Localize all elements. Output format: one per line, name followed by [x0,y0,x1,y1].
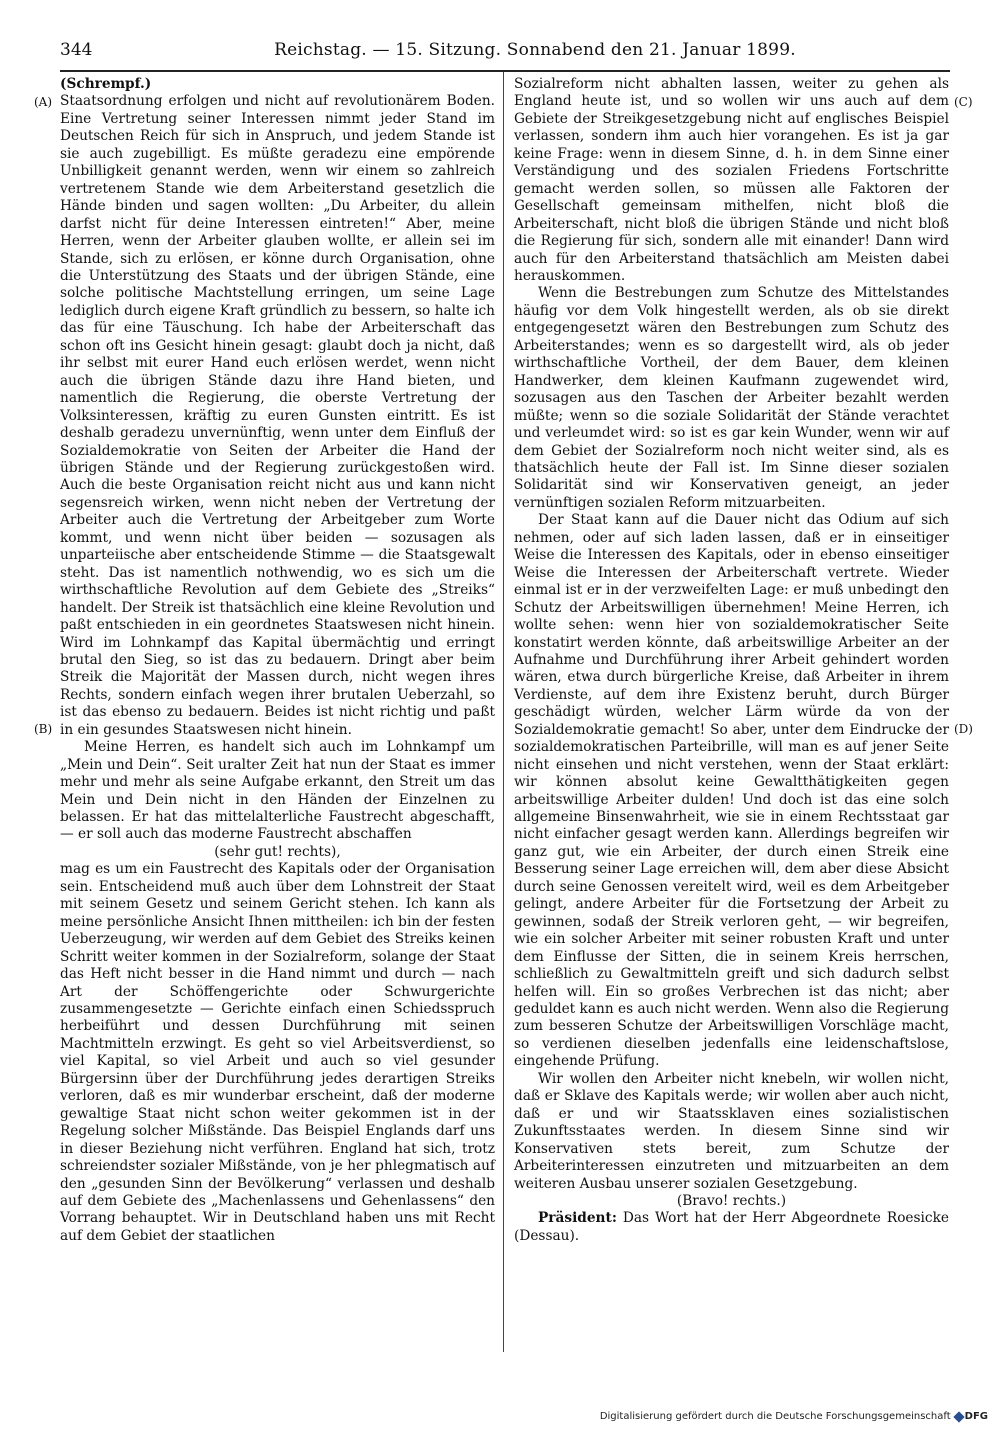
digitization-credit [600,1411,988,1422]
paragraph: mag es um ein Faustrecht des Kapitals oder der Organisation sein. Entscheidend muß auch über dem Lohnstreit der Staat mit seinem Gesetz und seinem Gericht stehen. Ich kann als meine persönliche Ansicht Ihnen mittheilen: ich bin der festen Ueberzeugung, wir werden auf dem Gebiet des Streiks keinen Schritt weiter kommen in der Sozialreform, solange der Staat das Heft nicht besser in die Hand nimmt und durch — nach Art der Schöffengerichte oder Schwurgerichte zusammengesetzte — Gerichte einfach einen Schiedsspruch herbeiführt und dessen Durchführung mit seinen Machtmitteln erzwingt. Es geht so viel Arbeitsverdienst, so viel Kapital, so viel Arbeit und auch so viel gesunder Bürgersinn über der Durchführung jedes derartigen Streiks verloren, daß es mir wunderbar erscheint, daß der moderne gewaltige Staat nicht schon weiter gekommen ist in der Regelung solcher Mißstände. Das Beispiel Englands darf uns in dieser Beziehung nicht verführen. England hat sich, trotz schreiendster sozialer Mißstände, von je her phlegmatisch auf den „gesunden Sinn der Bevölkerung“ verlassen und deshalb auf dem Gebiete des „Machenlassens und Gehenlassens“ den Vorrang behauptet. Wir in Deutschland haben uns mit Recht auf dem Gebiet der staatlichen [60,861,495,1244]
paragraph: Meine Herren, es handelt sich auch im Lohnkampf um „Mein und Dein“. Seit uralter Zeit hat nun der Staat es immer mehr und mehr als seine Aufgabe erkannt, den Streit um das Mein und Dein nicht in den Händen der Einzelnen zu belassen. Er hat das mittelalterliche Faustrecht abgeschafft, — er soll auch das moderne Faustrecht abschaffen [60,739,495,843]
right-column [514,76,949,1245]
margin-label-d: (D) [954,722,973,736]
dfg-logo-text: DFG [964,1411,988,1422]
running-header [60,40,950,70]
president-text: Das Wort hat der Herr Abgeordnete Roesicke (Dessau). [514,1210,949,1244]
president-statement [514,1210,949,1245]
header-rule [60,70,950,72]
paragraph: Wir wollen den Arbeiter nicht knebeln, wir wollen nicht, daß er Sklave des Kapitals werde; wir wollen aber auch nicht, daß er und wir Staatssklaven eines sozialistischen Zukunftsstaates werden. In diesem Sinne sind wir Konservativen stets bereit, zum Schutze der Arbeiterinteressen einzutreten und mitzuarbeiten an dem weiteren Ausbau unserer sozialen Gesetzgebung. [514,1070,949,1192]
president-label: Präsident: [538,1210,617,1227]
credit-text: Digitalisierung gefördert durch die Deutsche Forschungsgemeinschaft [599,1411,951,1422]
running-title: Reichstag. — 15. Sitzung. Sonnabend den 21. Januar 1899. [274,40,796,60]
paragraph: Der Staat kann auf die Dauer nicht das Odium auf sich nehmen, oder auf sich laden lassen, daß er in einseitiger Weise die Interessen des Kapitals, oder in ebenso einseitiger Weise die Interessen der Arbeiterschaft vertrete. Wieder einmal ist er in der verzweifelten Lage: er muß unbedingt den Schutz der Arbeitswilligen übernehmen! Meine Herren, ich wollte sehen: wenn hier von sozialdemokratischer Seite konstatirt werden könnte, daß arbeitswillige Arbeiter an der Aufnahme und Durchführung ihrer Arbeit gehindert worden wären, etwa durch bürgerliche Kreise, daß Arbeiter in ihrem Verdienste, auf dem ihre Existenz beruht, durch Bürger geschädigt würden, welcher Lärm würde da von der Sozialdemokratie gemacht! So aber, unter dem Eindrucke der sozialdemokratischen Parteibrille, will man es auf jener Seite nicht einsehen und nicht verstehen, wenn der Staat erklärt: wir können absolut keine Gewaltthätigkeiten gegen arbeitswillige Arbeiter dulden! Und doch ist das eine solch allgemeine Binsenwahrheit, wie sie in einem Rechtsstaat gar nicht einfacher gesagt werden kann. Allerdings begreifen wir ganz gut, wie ein Arbeiter, der durch einen Streik eine Besserung seiner Lage erreichen will, dem aber diese Absicht durch seine Genossen vereitelt wird, weil es dem Arbeitgeber gelingt, andere Arbeiter für die Fortsetzung der Arbeit zu gewinnen, sodaß der Streik verloren geht, — wir begreifen, wie ein solcher Arbeiter mit seiner robusten Kraft und unter dem Einflusse der Sitten, die in seinem Kreis herrschen, schließlich zu Gewaltmitteln greift und sich dadurch selbst helfen will. Ein so großes Verbrechen ist das nicht; aber geduldet kann es auch nicht werden. Wenn also die Regierung zum besseren Schutze der Arbeitswilligen Vorschläge macht, so verdienen dieselben jedenfalls eine leidenschaftslose, eingehende Prüfung. [514,512,949,1070]
column-divider [503,72,504,1352]
page-number: 344 [60,40,93,60]
margin-label-b: (B) [34,722,53,736]
paragraph: Staatsordnung erfolgen und nicht auf revolutionärem Boden. Eine Vertretung seiner Interessen nimmt jeder Stand im Deutschen Reich für sich in Anspruch, und jedem Stande ist sie auch zugebilligt. Es müßte geradezu eine empörende Unbilligkeit genannt werden, wenn wir einem so zahlreich vertretenem Stande wie dem Arbeiterstand gesetzlich die Hände binden und sagen wollten: „Du Arbeiter, du allein darfst nicht für deine Interessen eintreten!“ Aber, meine Herren, wenn der Arbeiter glauben wollte, er allein sei im Stande, sich zu erlösen, er könne durch Organisation, ohne die Unterstützung des Staats und der übrigen Stände, eine solche politische Machtstellung erringen, um seine Lage lediglich durch eigene Kraft gründlich zu bessern, so halte ich das für eine Täuschung. Ich habe der Arbeiterschaft das schon oft ins Gesicht hinein gesagt: glaubt doch ja nicht, daß ihr selbst mit eurer Hand euch erlösen werdet, wenn nicht auch die übrigen Stände dazu ihre Hand bieten, und namentlich die Regierung, die oberste Vertretung der Volksinteressen, kräftig zu euren Gunsten eintritt. Es ist deshalb geradezu unvernünftig, wenn unter dem Einfluß der Sozialdemokratie von Seiten der Arbeiter die Hand der übrigen Stände und der Regierung zurückgestoßen wird. Auch die beste Organisation reicht nicht aus und kann nicht segensreich wirken, wenn nicht neben der Vertretung der Arbeiter auch die Vertretung der Arbeitgeber zum Worte kommt, und wenn nicht über beiden — sozusagen als unparteiische aber entscheidende Stimme — die Staatsgewalt steht. Das ist namentlich nothwendig, wo es sich um die wirthschaftliche Revolution auf dem Gebiete des „Streiks“ handelt. Der Streik ist thatsächlich eine kleine Revolution und paßt entschieden in ein geordnetes Staatswesen nicht hinein. Wird im Lohnkampf das Kapital übermächtig und erringt brutal den Sieg, so ist das zu bedauern. Dringt aber beim Streik die Majorität der Massen durch, nicht wegen ihres Rechts, sondern einfach wegen ihrer brutalen Ueberzahl, so ist das ebenso zu bedauern. Beides ist nicht richtig und paßt in ein gesundes Staatswesen nicht hinein. [60,93,495,738]
interjection: (Bravo! rechts.) [676,1193,787,1209]
margin-label-c: (C) [954,95,973,109]
paragraph: Wenn die Bestrebungen zum Schutze des Mittelstandes häufig vor dem Volk hingestellt werden, als ob sie direkt entgegengesetzt wären den Bestrebungen zum Schutz des Arbeiterstandes; wenn es so dargestellt wird, als ob jeder wirthschaftliche Vortheil, der dem Bauer, dem kleinen Handwerker, dem kleinen Kaufmann zugewendet wird, sozusagen aus den Taschen der Arbeiter bezahlt werden müßte; wenn so die soziale Solidarität der Stände verachtet und verleumdet wird: so ist es gar kein Wunder, wenn wir auf dem Gebiet der Sozialreform noch nicht weiter sind, als es thatsächlich heute der Fall ist. Im Sinne dieser sozialen Solidarität sind wir Konservativen geneigt, an jeder vernünftigen sozialen Reform mitzuarbeiten. [514,285,949,511]
dfg-diamond-icon [953,1411,964,1422]
paragraph: Sozialreform nicht abhalten lassen, weiter zu gehen als England heute ist, und so wollen wir uns auch auf dem Gebiete der Streikgesetzgebung nicht auf englisches Beispiel verlassen, sondern ihm auch hier vorangehen. Es ist ja gar keine Frage: wenn in diesem Sinne, d. h. in dem Sinne einer Verständigung und des sozialen Friedens Fortschritte gemacht werden sollen, so müssen alle Faktoren der Gesellschaft gemeinsam mithelfen, nicht bloß die Arbeiterschaft, nicht bloß die übrigen Stände und nicht bloß die Regierung für sich, sondern alle mit einander! Dann wird auch für den Arbeiterstand thatsächlich am Meisten dabei herauskommen. [514,76,949,284]
dfg-logo [955,1411,988,1422]
speaker-label: (Schrempf.) [60,76,152,92]
left-column [60,76,495,1245]
interjection: (sehr gut! rechts), [214,843,341,860]
margin-label-a: (A) [34,95,53,109]
